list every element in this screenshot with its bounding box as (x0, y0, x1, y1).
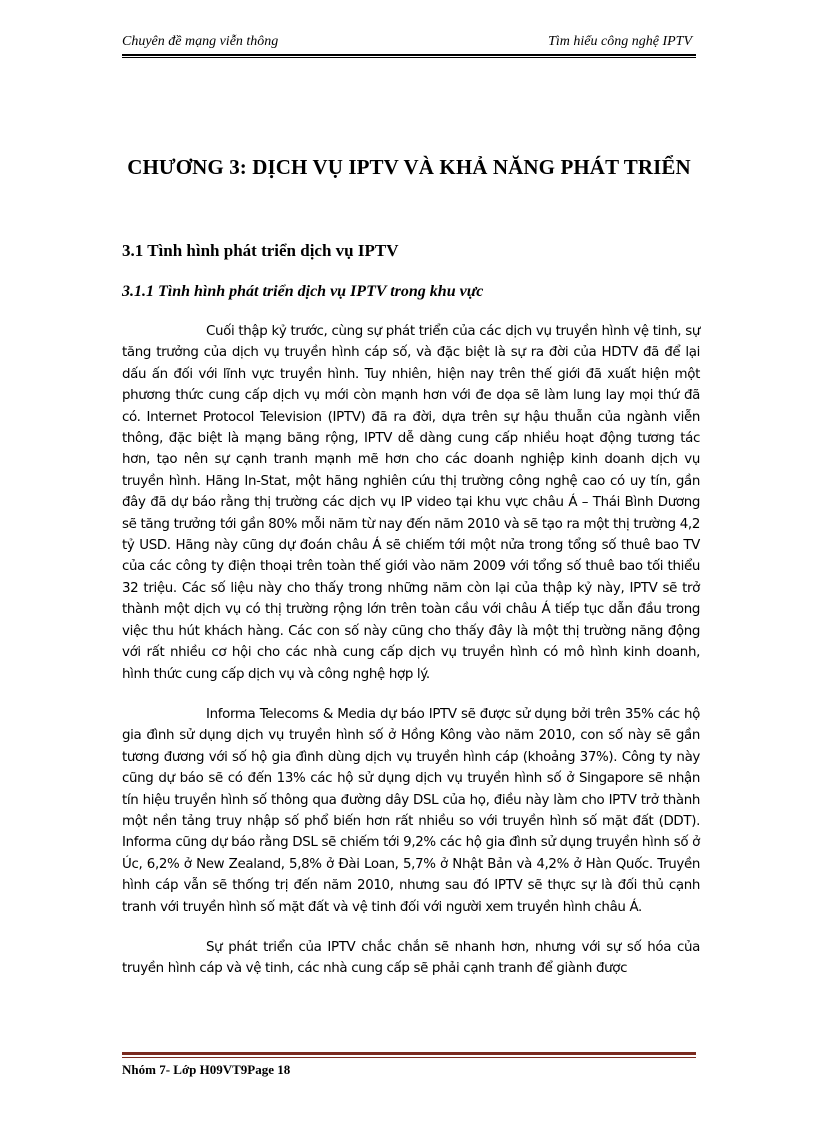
page-footer: Nhóm 7- Lớp H09VT9Page 18 (122, 1062, 291, 1077)
section-title: 3.1 Tình hình phát triển dịch vụ IPTV (122, 241, 399, 260)
header-left-text: Chuyên đề mạng viễn thông (122, 34, 279, 49)
header-right-text: Tìm hiểu công nghệ IPTV (548, 34, 692, 49)
footer-rule-thin (122, 1057, 696, 1058)
body-text (122, 321, 700, 999)
chapter-title: CHƯƠNG 3: DỊCH VỤ IPTV VÀ KHẢ NĂNG PHÁT TRIỂN (127, 155, 691, 179)
header-rule (122, 54, 696, 56)
page-header (122, 34, 696, 56)
subsection-title: 3.1.1 Tình hình phát triển dịch vụ IPTV trong khu vực (122, 283, 484, 300)
footer-rule (122, 1052, 696, 1055)
paragraph-2: Informa Telecoms & Media dự báo IPTV sẽ được sử dụng bởi trên 35% các hộ gia đình sử dụng dịch vụ truyền hình số ở Hồng Kông vào năm 2010, con số này sẽ gần tương đương với số hộ gia đình dùng dịch vụ truyền hình cáp (khoảng 37%). Công ty này cũng dự báo sẽ có đến 13% các hộ sử dụng dịch vụ truyền hình số ở Singapore sẽ nhận tín hiệu truyền hình số thông qua đường dây DSL của họ, điều này làm cho IPTV trở thành một nền tảng truy nhập số phổ biến hơn rất nhiều so với truyền hình số mặt đất (DDT). Informa cũng dự báo rằng DSL sẽ chiếm tới 9,2% các hộ gia đình sử dụng truyền hình số ở Úc, 6,2% ở New Zealand, 5,8% ở Đài Loan, 5,7% ở Nhật Bản và 4,2% ở Hàn Quốc. Truyền hình cáp vẫn sẽ thống trị đến năm 2010, nhưng sau đó IPTV sẽ thực sự là đối thủ cạnh tranh với truyền hình số mặt đất và vệ tinh đối với người xem truyền hình châu Á. (122, 706, 700, 915)
paragraph-1: Cuối thập kỷ trước, cùng sự phát triển của các dịch vụ truyền hình vệ tinh, sự tăng trưởng của dịch vụ truyền hình cáp số, và đặc biệt là sự ra đời của HDTV đã để lại dấu ấn đối với lĩnh vực truyền hình. Tuy nhiên, hiện nay trên thế giới đã xuất hiện một phương thức cung cấp dịch vụ mới còn mạnh hơn với đe dọa sẽ làm lung lay mọi thứ đã có. Internet Protocol Television (IPTV) đã ra đời, dựa trên sự hậu thuẫn của ngành viễn thông, đặc biệt là mạng băng rộng, IPTV dễ dàng cung cấp nhiều hoạt động tương tác hơn, tạo nên sự cạnh tranh mạnh mẽ hơn cho các doanh nghiệp kinh doanh dịch vụ truyền hình. Hãng In-Stat, một hãng nghiên cứu thị trường công nghệ cao có uy tín, gần đây đã dự báo rằng thị trường các dịch vụ IP video tại khu vực châu Á – Thái Bình Dương sẽ tăng trưởng tới gần 80% mỗi năm từ nay đến năm 2010 và sẽ tạo ra một thị trường 4,2 tỷ USD. Hãng này cũng dự đoán châu Á sẽ chiếm tới một nửa trong tổng số thuê bao TV của các công ty điện thoại trên toàn thế giới vào năm 2009 với tổng số thuê bao tối thiểu 32 triệu. Các số liệu này cho thấy trong những năm còn lại của thập kỷ này, IPTV sẽ trở thành một dịch vụ có thị trường rộng lớn trên toàn cầu với châu Á tiếp tục dẫn đầu trong việc thu hút khách hàng. Các con số này cũng cho thấy đây là một thị trường năng động với rất nhiều cơ hội cho các nhà cung cấp dịch vụ truyền hình có mô hình kinh doanh, hình thức cung cấp dịch vụ và công nghệ hợp lý. (122, 324, 700, 682)
paragraph-3: Sự phát triển của IPTV chắc chắn sẽ nhanh hơn, nhưng với sự số hóa của truyền hình cáp và vệ tinh, các nhà cung cấp sẽ phải cạnh tranh để giành được (122, 939, 700, 977)
header-rule-thin (122, 57, 696, 58)
